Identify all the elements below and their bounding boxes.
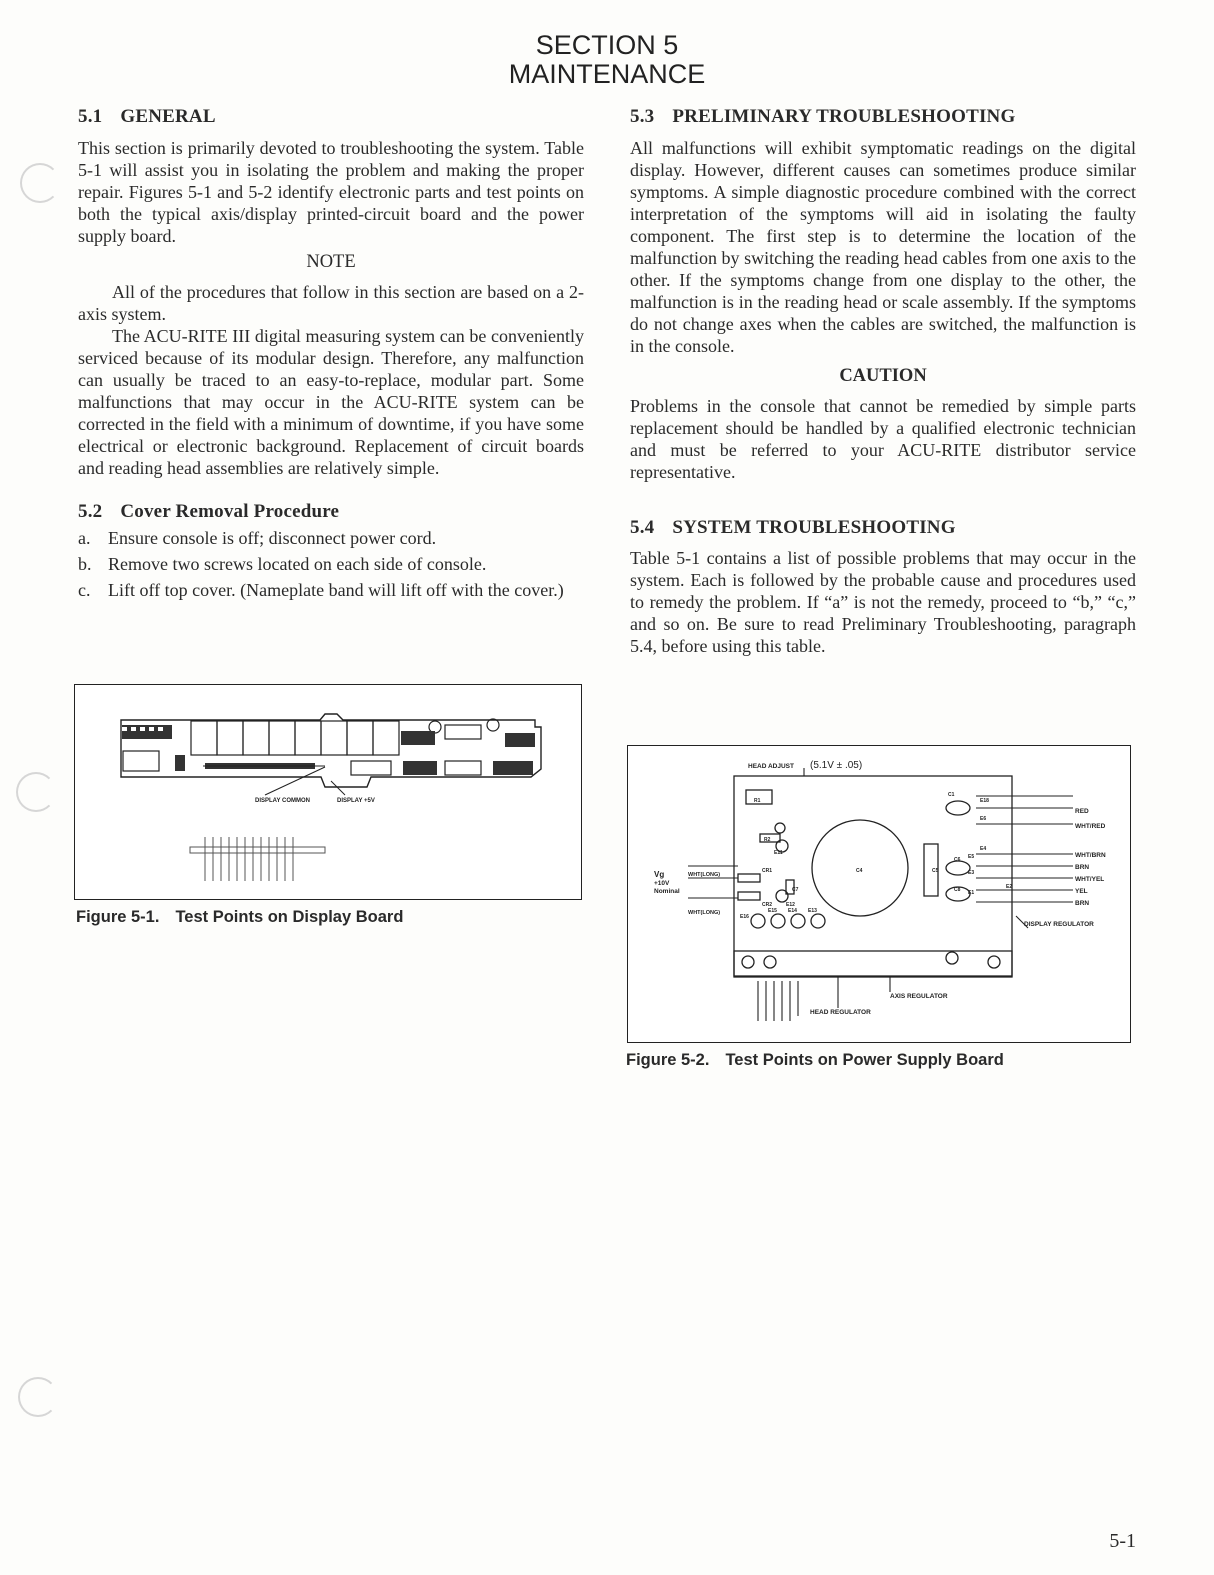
step-b: b. Remove two screws located on each side of console. — [78, 554, 487, 574]
callout-display-common: DISPLAY COMMON — [255, 798, 311, 804]
label-red: RED — [1075, 808, 1089, 815]
label-e14: E14 — [788, 908, 797, 914]
label-cr2: CR2 — [762, 902, 773, 908]
label-wht-brn: WHT/BRN — [1075, 852, 1106, 859]
label-head-regulator: HEAD REGULATOR — [810, 1009, 871, 1016]
heading-5-3: 5.3 PRELIMINARY TROUBLESHOOTING — [630, 106, 1016, 127]
cover-removal-steps — [78, 527, 584, 601]
system-troubleshooting-paragraph: Table 5-1 contains a list of possible problems that may occur in the system. Each is followed by the probable cause and procedures used to remedy the problem. If “a” is not the remedy, proceed to “b,” “c,” and so on. Be sure to read Preliminary Troubleshooting, paragraph 5.4, before using this table. — [630, 548, 1136, 656]
section-number: SECTION 5 — [535, 30, 679, 60]
label-yel: YEL — [1075, 888, 1088, 895]
label-e12: E12 — [786, 902, 795, 908]
figure-5-2-power-supply-board — [627, 745, 1131, 1043]
label-e2: E2 — [1006, 884, 1013, 890]
label-e5: E5 — [968, 854, 975, 860]
label-display-regulator: DISPLAY REGULATOR — [1024, 921, 1094, 928]
label-c6: C6 — [954, 857, 961, 863]
binder-hole-middle — [16, 772, 56, 812]
note-text: All of the procedures that follow in this section are based on a 2-axis system. — [78, 282, 584, 324]
label-c4: C4 — [856, 868, 863, 874]
label-e18: E18 — [980, 798, 989, 804]
heading-5-1: 5.1 GENERAL — [78, 106, 216, 127]
section-title: MAINTENANCE — [508, 59, 706, 89]
callout-display-5v: DISPLAY +5V — [337, 798, 375, 804]
general-paragraph: This section is primarily devoted to troubleshooting the system. Table 5-1 will assist you in isolating the problem and making the proper repair. Figures 5-1 and 5-2 identify electronic parts and test points on both the typical axis/display printed-circuit board and the power supply board. — [78, 138, 584, 246]
label-wht-red: WHT/RED — [1075, 823, 1106, 830]
label-head-adjust: HEAD ADJUST — [748, 763, 794, 770]
label-e11: E11 — [774, 850, 783, 856]
caution-heading: CAUTION — [839, 366, 927, 386]
step-a: a. Ensure console is off; disconnect power cord. — [78, 528, 437, 548]
label-e6: E6 — [980, 816, 987, 822]
figure-5-1-display-board — [74, 684, 582, 900]
preliminary-paragraph: All malfunctions will exhibit symptomatic readings on the digital display. However, different causes can sometimes produce similar symptoms. A simple diagnostic procedure combined with the correct interpretation of the symptoms will aid in isolating the faulty component. The first step is to determine the location of the malfunction by switching the reading head cables from one axis to the other. If the symptoms change from one display to the other, the malfunction is in the reading head or scale assembly. If the symptoms do not change axes when the cables are switched, the malfunction is in the console. — [630, 138, 1136, 356]
label-e15: E15 — [768, 908, 777, 914]
label-c1: C1 — [948, 792, 955, 798]
figure-5-2-caption: Figure 5-2. Test Points on Power Supply Board — [626, 1051, 1004, 1069]
label-head-adjust-value: (5.1V ± .05) — [810, 760, 863, 771]
label-brn-2: BRN — [1075, 900, 1090, 907]
label-c5: C5 — [932, 868, 939, 874]
display-board-drawing — [75, 685, 581, 899]
label-e4: E4 — [980, 846, 987, 852]
binder-hole-top — [20, 163, 60, 203]
binder-hole-bottom — [18, 1377, 58, 1417]
note-heading: NOTE — [306, 252, 356, 272]
modular-design-paragraph: The ACU-RITE III digital measuring system can be conveniently serviced because of its modular design. Therefore, any malfunction can usually be traced to an easy-to-replace, modular part. Some malfunctions that may occur in the ACU-RITE system can be corrected in the field with a minimum of downtime, if you have some electrical or electronic background. Replacement of circuit boards and reading head assemblies are relatively simple. — [78, 326, 584, 478]
label-e13: E13 — [808, 908, 817, 914]
label-e16: E16 — [740, 914, 749, 920]
label-wht-long-2: WHT(LONG) — [688, 910, 721, 916]
label-brn: BRN — [1075, 864, 1090, 871]
heading-5-4: 5.4 SYSTEM TROUBLESHOOTING — [630, 517, 956, 538]
right-column — [630, 106, 1136, 657]
label-vg-nominal: Nominal — [654, 888, 680, 895]
label-c8: C8 — [954, 887, 961, 893]
label-e3: E3 — [968, 870, 975, 876]
label-wht-long-1: WHT(LONG) — [688, 872, 721, 878]
label-cr1: CR1 — [762, 868, 773, 874]
label-axis-regulator: AXIS REGULATOR — [890, 993, 948, 1000]
label-r1: R1 — [754, 798, 761, 804]
left-column — [78, 106, 584, 605]
power-supply-board-drawing — [628, 746, 1130, 1042]
label-wht-yel: WHT/YEL — [1075, 876, 1105, 883]
label-r2: R2 — [764, 837, 771, 843]
label-c7: C7 — [792, 887, 799, 893]
step-c: c. Lift off top cover. (Nameplate band will lift off with the cover.) — [78, 580, 564, 600]
label-e1: E1 — [968, 890, 975, 896]
label-vg-value: +10V — [654, 880, 670, 887]
label-vg: Vg — [654, 870, 665, 879]
caution-text: Problems in the console that cannot be remedied by simple parts replacement should be handled by a qualified electronic technician and must be referred to your ACU-RITE distributor service representative. — [630, 396, 1136, 482]
page-number: 5-1 — [1109, 1530, 1136, 1552]
heading-5-2: 5.2 Cover Removal Procedure — [78, 501, 340, 522]
figure-5-1-caption: Figure 5-1. Test Points on Display Board — [76, 908, 404, 926]
